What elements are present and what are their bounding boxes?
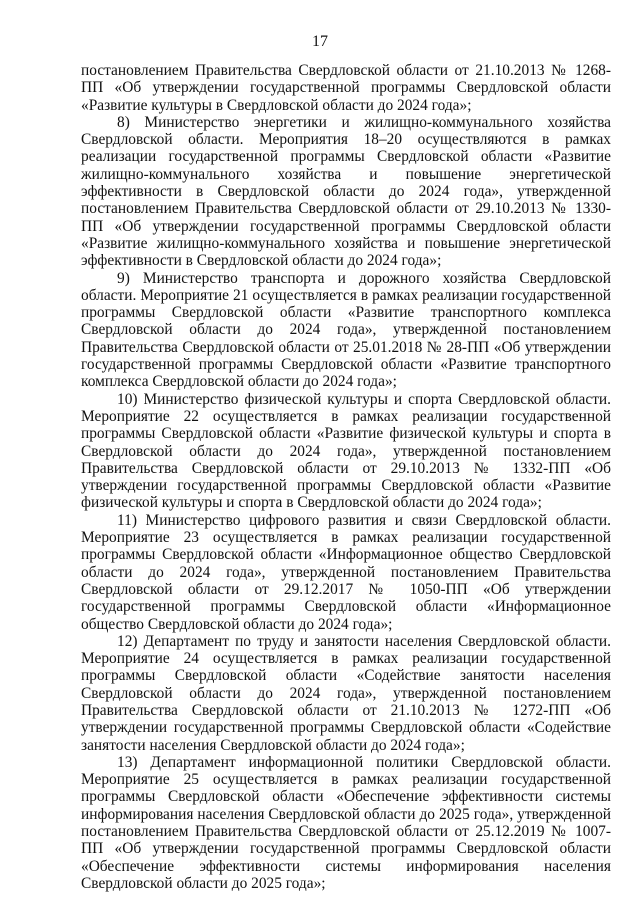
paragraph-item-13: 13) Департамент информационной политики Свердловской области. Мероприятие 25 осуществляется в рамках реализации государственной программы Свердловской области «Обеспечение эффективности системы информирования населения Свердловской области до 2025 года», утвержденной постановлением Правительства Свердловской области от 25.12.2019 № 1007-ПП «Об утверждении государственной программы Свердловской области «Обеспечение эффективности системы информирования населения Свердловской области до 2025 года»; <box>81 753 611 892</box>
paragraph-continuation: постановлением Правительства Свердловской области от 21.10.2013 № 1268-ПП «Об утверждении государственной программы Свердловской области «Развитие культуры в Свердловской области до 2024 года»; <box>81 62 611 114</box>
paragraph-item-10: 10) Министерство физической культуры и спорта Свердловской области. Мероприятие 22 осуществляется в рамках реализации государственной программы Свердловской области «Развитие физической культуры и спорта в Свердловской области до 2024 года», утвержденной постановлением Правительства Свердловской области от 29.10.2013 № 1332-ПП «Об утверждении государственной программы Свердловской области «Развитие физической культуры и спорта в Свердловской области до 2024 года»; <box>81 390 611 512</box>
paragraph-item-11: 11) Министерство цифрового развития и связи Свердловской области. Мероприятие 23 осуществляется в рамках реализации государственной программы Свердловской области «Информационное общество Свердловской области до 2024 года», утвержденной постановлением Правительства Свердловской области от 29.12.2017 № 1050-ПП «Об утверждении государственной программы Свердловской области «Информационное общество Свердловской области до 2024 года»; <box>81 511 611 633</box>
page-number: 17 <box>312 33 328 50</box>
paragraph-item-8: 8) Министерство энергетики и жилищно-коммунального хозяйства Свердловской области. Мероприятия 18–20 осуществляются в рамках реализации государственной программы Свердловской области «Развитие жилищно-коммунального хозяйства и повышение энергетической эффективности в Свердловской области до 2024 года», утвержденной постановлением Правительства Свердловской области от 29.10.2013 № 1330-ПП «Об утверждении государственной программы Свердловской области «Развитие жилищно-коммунального хозяйства и повышение энергетической эффективности в Свердловской области до 2024 года»; <box>81 113 611 270</box>
paragraph-item-12: 12) Департамент по труду и занятости населения Свердловской области. Мероприятие 24 осуществляется в рамках реализации государственной программы Свердловской области «Содействие занятости населения Свердловской области до 2024 года», утвержденной постановлением Правительства Свердловской области от 21.10.2013 № 1272-ПП «Об утверждении государственной программы Свердловской области «Содействие занятости населения Свердловской области до 2024 года»; <box>81 632 611 754</box>
paragraph-item-9: 9) Министерство транспорта и дорожного хозяйства Свердловской области. Мероприятие 21 осуществляется в рамках реализации государственной программы Свердловской области «Развитие транспортного комплекса Свердловской области до 2024 года», утвержденной постановлением Правительства Свердловской области от 25.01.2018 № 28-ПП «Об утверждении государственной программы Свердловской области «Развитие транспортного комплекса Свердловской области до 2024 года»; <box>81 269 611 391</box>
document-body <box>81 62 611 892</box>
